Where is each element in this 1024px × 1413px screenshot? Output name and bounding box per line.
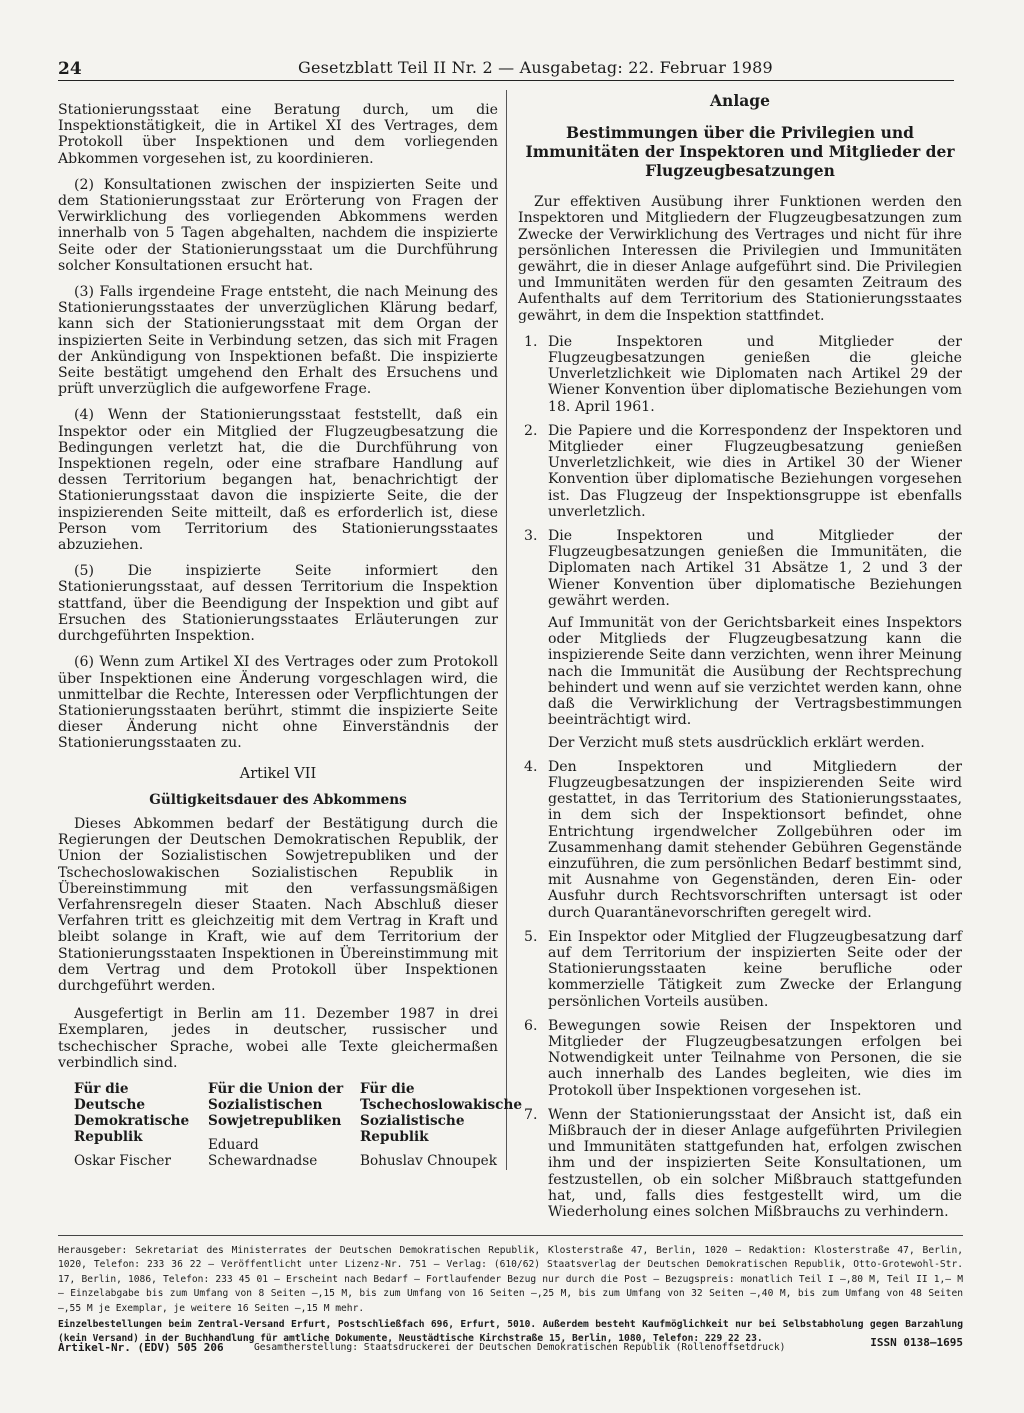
paragraph-2: (2) Konsultationen zwischen der inspizierten Seite und dem Stationierungsstaat zur Erörterung von Fragen der Verwirklichung des vorliegenden Abkommens werden innerhalb von 5 Tagen abgehalten, nachdem die inspizierte Seite oder der Stationierungsstaat um die Durchführung solcher Konsultationen ersucht hat. [58, 176, 498, 274]
annex-intro: Zur effektiven Ausübung ihrer Funktionen werden den Inspektoren und Mitgliedern der Flugzeugbesatzungen zum Zwecke der Verwirklichung des Vertrages und nicht für ihre persönlichen Interessen die Privilegien und Immunitäten gewährt, die in dieser Anlage aufgeführt sind. Die Privilegien und Immunitäten werden für den gesamten Zeitraum des Aufenthalts auf dem Territorium des Stationierungsstaates gewährt, in dem die Inspektion stattfindet. [518, 194, 962, 324]
annex-heading: Bestimmungen über die Privilegien und Immunitäten der Inspektoren und Mitglieder der Flugzeugbesatzungen [525, 123, 955, 181]
signatory-name: Bohuslav Chnoupek [360, 1152, 497, 1169]
item-text: Wenn der Stationierungsstaat der Ansicht ist, daß ein Mißbrauch der in dieser Anlage aufgeführten Privilegien und Immunitäten stattgefunden hat, erfolgen zwischen ihm und der inspizierten Seite Konsultationen, um festzustellen, ob ein solcher Mißbrauch stattgefunden hat, und, falls dies festgestellt wird, um die Wiederholung eines solchen Mißbrauchs zu verhindern. [548, 1106, 962, 1220]
paragraph-6: (6) Wenn zum Artikel XI des Vertrages oder zum Protokoll über Inspektionen eine Änderung vorgeschlagen wird, die unmittelbar die Rechte, Interessen oder Verpflichtungen der Stationierungsstaaten berührt, stimmt die inspizierte Seite dieser Änderung nicht ohne Einverständnis der Stationierungsstaaten zu. [58, 654, 498, 752]
imprint [58, 1244, 963, 1347]
item-text: Die Inspektoren und Mitglieder der Flugzeugbesatzungen genießen die Immunitäten, die Diplomaten nach Artikel 31 Absätze 1, 2 und 3 der Wiener Konvention über diplomatische Beziehungen gewährt werden. [548, 528, 962, 609]
annex-title: Anlage [710, 91, 770, 110]
item-number: 5. [524, 928, 538, 945]
page-number: 24 [58, 59, 82, 79]
list-item [518, 759, 962, 921]
printer-info: Gesamtherstellung: Staatsdruckerei der Deutschen Demokratischen Republik (Rollenoffsetdruck) [254, 1342, 786, 1353]
article-title: Artikel VII [239, 765, 317, 782]
item-number: 4. [524, 758, 538, 775]
signature-cssr [360, 1080, 522, 1169]
list-item [518, 334, 962, 415]
item-text: Die Papiere und die Korrespondenz der Inspektoren und Mitglieder einer Flugzeugbesatzung genießen Unverletzlichkeit, wie dies in Artikel 30 der Wiener Konvention über diplomatische Beziehungen vorgesehen ist. Das Flugzeug der Inspektionsgruppe ist ebenfalls unverletzlich. [548, 422, 962, 520]
article-subtitle: Gültigkeitsdauer des Abkommens [149, 791, 407, 808]
signatory-name: Oskar Fischer [74, 1152, 171, 1169]
gazette-title: Gesetzblatt Teil II Nr. 2 — Ausgabetag: 22. Februar 1989 [298, 58, 773, 77]
paragraph-5: (5) Die inspizierte Seite informiert den Stationierungsstaat, auf dessen Territorium die Inspektion stattfand, über die Beendigung der Inspektion und gibt auf Ersuchen des Stationierungsstaates Erläuterungen zur durchgeführten Inspektion. [58, 563, 498, 645]
item-text: Ein Inspektor oder Mitglied der Flugzeugbesatzung darf auf dem Territorium der inspizierten Seite oder der Stationierungsstaaten keine berufliche oder kommerzielle Tätigkeit zum Zwecke der Erlangung persönlichen Vorteils ausüben. [548, 928, 962, 1010]
list-item [518, 528, 962, 751]
article-number: Artikel-Nr. (EDV) 505 206 [58, 1341, 224, 1354]
item-subparagraph: Der Verzicht muß stets ausdrücklich erklärt werden. [548, 734, 925, 751]
signatory-country: Für die Deutsche Demokratische Republik [74, 1080, 190, 1145]
signature-block [58, 1080, 522, 1171]
column-divider [506, 90, 507, 1170]
signatory-name: Eduard Schewardnadse [208, 1136, 318, 1169]
item-text: Die Inspektoren und Mitglieder der Flugzeugbesatzungen genießen die gleiche Unverletzlichkeit wie Diplomaten nach Artikel 29 der Wiener Konvention über diplomatische Beziehungen vom 18. April 1961. [548, 333, 962, 415]
list-item [518, 929, 962, 1010]
item-subparagraph: Auf Immunität von der Gerichtsbarkeit eines Inspektors oder Mitglieds der Flugzeugbesatzung kann die inspizierende Seite dann verzichten, wenn ihrer Meinung nach die Immunität die Ausübung der Rechtsprechung behindert und wenn auf sie verzichtet werden kann, ohne daß die Verwirklichung der Vertragsbestimmungen beeinträchtigt wird. [548, 615, 962, 729]
signature-ussr [208, 1081, 348, 1169]
done-at-paragraph: Ausgefertigt in Berlin am 11. Dezember 1987 in drei Exemplaren, jedes in deutscher, russischer und tschechischer Sprache, wobei alle Texte gleichermaßen verbindlich sind. [58, 1006, 498, 1071]
list-item [518, 423, 962, 520]
signature-gdr [74, 1081, 202, 1169]
footer-rule [58, 1235, 963, 1236]
signatory-country: Für die Union der Sozialistischen Sowjetrepubliken [208, 1080, 344, 1129]
article-text: Dieses Abkommen bedarf der Bestätigung durch die Regierungen der Deutschen Demokratischen Republik, der Union der Sozialistischen Sowjetrepubliken und der Tschechoslowakischen Sozialistischen Republik in Übereinstimmung mit den verfassungsmäßigen Verfahrensregeln dieser Staaten. Nach Abschluß dieser Verfahren tritt es gleichzeitig mit dem Vertrag in Kraft und bleibt solange in Kraft, wie auf dem Territorium der Stationierungsstaaten Inspektionen in Übereinstimmung mit dem Vertrag und dem Protokoll über Inspektionen durchgeführt werden. [58, 815, 498, 994]
issn: ISSN 0138–1695 [870, 1336, 963, 1349]
item-number: 1. [524, 333, 538, 350]
imprint-orders: Einzelbestellungen beim Zentral-Versand Erfurt, Postschließfach 696, Erfurt, 5010. Außerdem besteht Kaufmöglichkeit nur bei Selbstabholung gegen Barzahlung (kein Versand) in der Buchhandlung für amtliche Dokumente, Neustädtische Kirchstraße 15, Berlin, 1080, Telefon: 229 22 23. [58, 1319, 963, 1345]
signatory-country: Für die Tschechoslowakische Sozialistische Republik [360, 1080, 522, 1145]
item-number: 6. [524, 1017, 538, 1034]
imprint-publisher: Herausgeber: Sekretariat des Ministerrates der Deutschen Demokratischen Republik, Klosterstraße 47, Berlin, 1020 – Redaktion: Klosterstraße 47, Berlin, 1020, Telefon: 233 36 22 – Veröffentlicht unter Lizenz-Nr. 751 – Verlag: (610/62) Staatsverlag der Deutschen Demokratischen Republik, Otto-Grotewohl-Str. 17, Berlin, 1086, Telefon: 233 45 01 – Erscheint nach Bedarf – Fortlaufender Bezug nur durch die Post – Bezugspreis: monatlich Teil I –,80 M, Teil II 1,– M – Einzelabgabe bis zum Umfang von 8 Seiten –,15 M, bis zum Umfang von 16 Seiten –,25 M, bis zum Umfang von 32 Seiten –,40 M, bis zum Umfang von 48 Seiten –,55 M je Exemplar, je weitere 16 Seiten –,15 M mehr. [58, 1245, 963, 1314]
item-number: 2. [524, 422, 538, 439]
paragraph-3: (3) Falls irgendeine Frage entsteht, die nach Meinung des Stationierungsstaates der unverzüglichen Klärung bedarf, kann sich der Stationierungsstaat mit dem Organ der inspizierten Seite in Verbindung setzen, das sich mit Fragen der Ankündigung von Inspektionen befaßt. Die inspizierte Seite bestätigt umgehend den Erhalt des Ersuchens und prüft unverzüglich die aufgeworfene Frage. [58, 284, 498, 398]
right-column [518, 93, 962, 1228]
item-text: Bewegungen sowie Reisen der Inspektoren und Mitglieder der Flugzeugbesatzungen erfolgen bei Notwendigkeit unter Teilnahme von Personen, die sie auch innerhalb des Landes begleiten, wie dies im Protokoll über Inspektionen vorgesehen ist. [548, 1017, 962, 1099]
item-number: 7. [524, 1106, 538, 1123]
left-column [58, 102, 522, 1171]
item-number: 3. [524, 528, 538, 545]
item-text: Den Inspektoren und Mitgliedern der Flugzeugbesatzungen der inspizierenden Seite wird gestattet, in das Territorium des Stationierungsstaates, in dem sich der Inspektionsort befindet, ohne Entrichtung irgendwelcher Zollgebühren oder im Zusammenhang damit stehender Gebühren Gegenstände einzuführen, die zum persönlichen Bedarf bestimmt sind, mit Ausnahme von Gegenständen, deren Ein- oder Ausfuhr durch Rechtsvorschriften untersagt ist oder durch Quarantänevorschriften geregelt wird. [548, 758, 962, 921]
list-item [518, 1107, 962, 1220]
paragraph-4: (4) Wenn der Stationierungsstaat feststellt, daß ein Inspektor oder ein Mitglied der Flugzeugbesatzung die Bedingungen verletzt hat, die die Durchführung von Inspektionen regeln, oder eine strafbare Handlung auf dessen Territorium begangen hat, benachrichtigt der Stationierungsstaat davon die inspizierte Seite, die der inspizierenden Seite mitteilt, daß es erforderlich ist, diese Person vom Territorium des Stationierungsstaates abzuziehen. [58, 407, 498, 554]
paragraph-continued: Stationierungsstaat eine Beratung durch, um die Inspektionstätigkeit, die in Artikel XI des Vertrages, dem Protokoll über Inspektionen und dem vorliegenden Abkommen vorgesehen ist, zu koordinieren. [58, 102, 498, 167]
page-header [58, 56, 954, 81]
list-item [518, 1018, 962, 1099]
